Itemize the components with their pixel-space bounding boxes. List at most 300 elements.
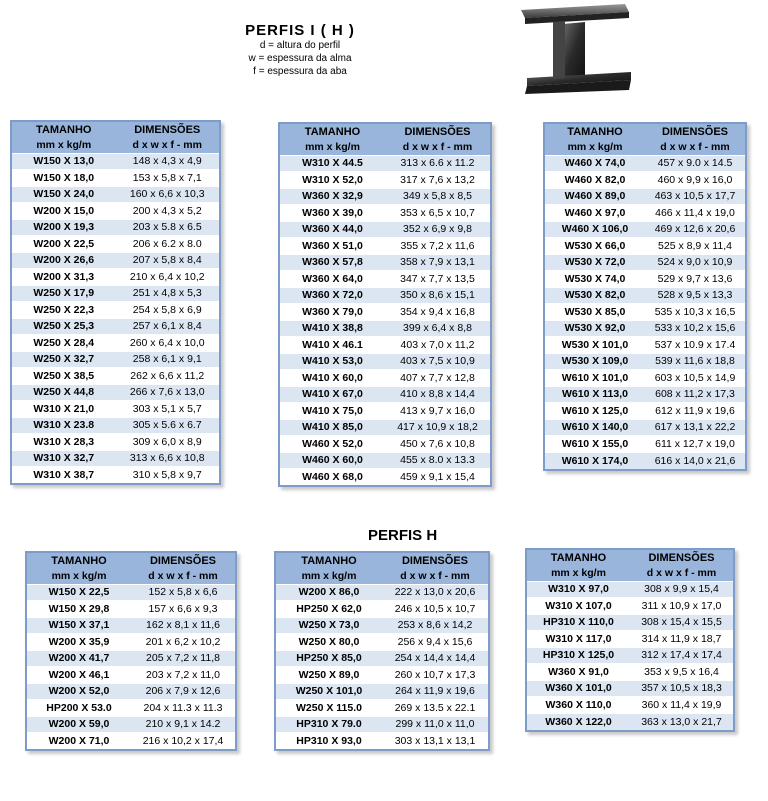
cell-dimensoes: 352 x 6,9 x 9,8	[385, 221, 490, 238]
subheader-row	[527, 566, 733, 581]
header-dimensoes: DIMENSÕES	[630, 550, 733, 566]
cell-dimensoes: 257 x 6,1 x 8,4	[116, 318, 220, 335]
header-tamanho: TAMANHO	[12, 122, 116, 138]
cell-dimensoes: 299 x 11,0 x 11,0	[382, 716, 488, 733]
cell-tamanho: W460 X 106,0	[545, 221, 645, 238]
cell-dimensoes: 463 x 10,5 x 17,7	[645, 188, 745, 205]
table-row	[545, 172, 745, 189]
cell-tamanho: HP310 X 110,0	[527, 614, 630, 631]
header-row	[12, 122, 219, 138]
table-row	[280, 287, 490, 304]
cell-tamanho: W310 X 107,0	[527, 598, 630, 615]
table-row	[12, 384, 219, 401]
table-row	[527, 631, 733, 648]
cell-dimensoes: 314 x 11,9 x 18,7	[630, 631, 733, 648]
table-row	[545, 238, 745, 255]
table-row	[545, 419, 745, 436]
title-block	[200, 22, 400, 78]
cell-dimensoes: 258 x 6,1 x 9,1	[116, 351, 220, 368]
header-unit-dwf: d x w x f - mm	[630, 566, 733, 581]
cell-dimensoes: 353 x 9,5 x 16,4	[630, 664, 733, 681]
cell-tamanho: W250 X 73,0	[276, 617, 382, 634]
cell-tamanho: W360 X 64,0	[280, 271, 385, 288]
cell-dimensoes: 216 x 10,2 x 17,4	[131, 733, 235, 750]
cell-tamanho: W150 X 29,8	[27, 601, 131, 618]
table-row	[12, 170, 219, 187]
cell-dimensoes: 310 x 5,8 x 9,7	[116, 467, 220, 484]
cell-tamanho: W360 X 91,0	[527, 664, 630, 681]
cell-dimensoes: 539 x 11,6 x 18,8	[645, 353, 745, 370]
cell-dimensoes: 469 x 12,6 x 20,6	[645, 221, 745, 238]
table-row	[280, 205, 490, 222]
cell-tamanho: W200 X 15,0	[12, 203, 116, 220]
cell-dimensoes: 457 x 9.0 x 14.5	[645, 155, 745, 172]
table-row	[545, 221, 745, 238]
cell-dimensoes: 254 x 5,8 x 6,9	[116, 302, 220, 319]
cell-tamanho: W460 X 52,0	[280, 436, 385, 453]
cell-tamanho: W460 X 82,0	[545, 172, 645, 189]
cell-tamanho: W530 X 109,0	[545, 353, 645, 370]
table-row	[545, 205, 745, 222]
table-row	[545, 287, 745, 304]
cell-tamanho: W410 X 85,0	[280, 419, 385, 436]
data-table	[280, 124, 490, 485]
cell-tamanho: W150 X 24,0	[12, 186, 116, 203]
table-row	[12, 302, 219, 319]
header-unit-mm-kg: mm x kg/m	[527, 566, 630, 581]
cell-dimensoes: 603 x 10,5 x 14,9	[645, 370, 745, 387]
table-row	[12, 335, 219, 352]
table-row	[280, 419, 490, 436]
cell-dimensoes: 537 x 10.9 x 17.4	[645, 337, 745, 354]
header-tamanho: TAMANHO	[545, 124, 645, 140]
table-row	[545, 436, 745, 453]
cell-dimensoes: 262 x 6,6 x 11,2	[116, 368, 220, 385]
table-row	[12, 236, 219, 253]
cell-dimensoes: 269 x 13.5 x 22.1	[382, 700, 488, 717]
table-row	[12, 153, 219, 170]
cell-tamanho: W310 X 44.5	[280, 155, 385, 172]
cell-tamanho: W610 X 140,0	[545, 419, 645, 436]
table-row	[280, 254, 490, 271]
cell-tamanho: W360 X 57,8	[280, 254, 385, 271]
cell-tamanho: W150 X 37,1	[27, 617, 131, 634]
cell-tamanho: W460 X 97,0	[545, 205, 645, 222]
cell-tamanho: W250 X 80,0	[276, 634, 382, 651]
header-dimensoes: DIMENSÕES	[382, 553, 488, 569]
cell-dimensoes: 203 x 5.8 x 6.5	[116, 219, 220, 236]
table-row	[527, 581, 733, 598]
subheader-row	[276, 569, 488, 584]
cell-tamanho: W250 X 22,3	[12, 302, 116, 319]
table-row	[276, 601, 488, 618]
cell-tamanho: HP250 X 62,0	[276, 601, 382, 618]
cell-tamanho: W360 X 51,0	[280, 238, 385, 255]
cell-dimensoes: 160 x 6,6 x 10,3	[116, 186, 220, 203]
header-dimensoes: DIMENSÕES	[131, 553, 235, 569]
table-row	[545, 254, 745, 271]
header-tamanho: TAMANHO	[527, 550, 630, 566]
cell-dimensoes: 260 x 6,4 x 10,0	[116, 335, 220, 352]
cell-tamanho: W610 X 125,0	[545, 403, 645, 420]
cell-tamanho: W250 X 17,9	[12, 285, 116, 302]
table-perfis-i-1	[10, 120, 221, 485]
table-row	[12, 417, 219, 434]
cell-tamanho: W530 X 101,0	[545, 337, 645, 354]
cell-dimensoes: 204 x 11.3 x 11.3	[131, 700, 235, 717]
cell-tamanho: W200 X 22,5	[12, 236, 116, 253]
table-row	[280, 188, 490, 205]
cell-dimensoes: 466 x 11,4 x 19,0	[645, 205, 745, 222]
cell-dimensoes: 360 x 11,4 x 19,9	[630, 697, 733, 714]
table-row	[27, 700, 235, 717]
table-row	[12, 351, 219, 368]
table-row	[276, 667, 488, 684]
cell-dimensoes: 303 x 5,1 x 5,7	[116, 401, 220, 418]
cell-tamanho: W200 X 52,0	[27, 683, 131, 700]
table-row	[27, 667, 235, 684]
cell-dimensoes: 455 x 8.0 x 13.3	[385, 452, 490, 469]
cell-tamanho: W310 X 117,0	[527, 631, 630, 648]
header-row	[276, 553, 488, 569]
cell-dimensoes: 535 x 10,3 x 16,5	[645, 304, 745, 321]
cell-tamanho: W200 X 59,0	[27, 716, 131, 733]
cell-dimensoes: 413 x 9,7 x 16,0	[385, 403, 490, 420]
table-row	[276, 733, 488, 750]
table-row	[27, 683, 235, 700]
table-row	[276, 634, 488, 651]
subheader-row	[27, 569, 235, 584]
cell-dimensoes: 353 x 6,5 x 10,7	[385, 205, 490, 222]
table-row	[27, 716, 235, 733]
cell-tamanho: W530 X 82,0	[545, 287, 645, 304]
cell-dimensoes: 200 x 4,3 x 5,2	[116, 203, 220, 220]
cell-tamanho: HP310 X 93,0	[276, 733, 382, 750]
cell-tamanho: W610 X 101,0	[545, 370, 645, 387]
cell-tamanho: W610 X 174,0	[545, 452, 645, 469]
table-row	[545, 452, 745, 469]
cell-dimensoes: 210 x 9,1 x 14.2	[131, 716, 235, 733]
cell-tamanho: W250 X 89,0	[276, 667, 382, 684]
table-row	[280, 155, 490, 172]
table-row	[280, 320, 490, 337]
cell-dimensoes: 355 x 7,2 x 11,6	[385, 238, 490, 255]
data-table	[12, 122, 219, 483]
header-dimensoes: DIMENSÕES	[385, 124, 490, 140]
cell-tamanho: W530 X 85,0	[545, 304, 645, 321]
cell-tamanho: W250 X 101,0	[276, 683, 382, 700]
cell-dimensoes: 612 x 11,9 x 19,6	[645, 403, 745, 420]
table-row	[12, 252, 219, 269]
data-table	[276, 553, 488, 749]
cell-dimensoes: 524 x 9,0 x 10,9	[645, 254, 745, 271]
header-unit-mm-kg: mm x kg/m	[276, 569, 382, 584]
table-row	[12, 450, 219, 467]
cell-tamanho: W360 X 72,0	[280, 287, 385, 304]
cell-tamanho: W360 X 122,0	[527, 713, 630, 730]
cell-dimensoes: 162 x 8,1 x 11,6	[131, 617, 235, 634]
cell-tamanho: W610 X 113,0	[545, 386, 645, 403]
header-unit-mm-kg: mm x kg/m	[27, 569, 131, 584]
table-row	[276, 700, 488, 717]
header-tamanho: TAMANHO	[276, 553, 382, 569]
table-row	[280, 238, 490, 255]
table-row	[27, 601, 235, 618]
cell-tamanho: W360 X 110,0	[527, 697, 630, 714]
table-row	[545, 155, 745, 172]
cell-dimensoes: 157 x 6,6 x 9,3	[131, 601, 235, 618]
cell-dimensoes: 410 x 8,8 x 14,4	[385, 386, 490, 403]
cell-dimensoes: 148 x 4,3 x 4,9	[116, 153, 220, 170]
cell-tamanho: W200 X 86,0	[276, 584, 382, 601]
table-row	[276, 716, 488, 733]
cell-tamanho: HP200 X 53.0	[27, 700, 131, 717]
cell-tamanho: W530 X 66,0	[545, 238, 645, 255]
cell-tamanho: W250 X 25,3	[12, 318, 116, 335]
table-row	[527, 647, 733, 664]
table-perfis-h-2	[274, 551, 490, 751]
cell-dimensoes: 311 x 10,9 x 17,0	[630, 598, 733, 615]
table-row	[280, 337, 490, 354]
cell-tamanho: W150 X 13,0	[12, 153, 116, 170]
cell-tamanho: W250 X 38,5	[12, 368, 116, 385]
cell-tamanho: W360 X 44,0	[280, 221, 385, 238]
table-row	[27, 634, 235, 651]
cell-tamanho: W200 X 26,6	[12, 252, 116, 269]
table-row	[276, 683, 488, 700]
cell-tamanho: W310 X 28,3	[12, 434, 116, 451]
subheader-row	[545, 140, 745, 155]
cell-dimensoes: 266 x 7,6 x 13,0	[116, 384, 220, 401]
cell-dimensoes: 254 x 14,4 x 14,4	[382, 650, 488, 667]
data-table	[545, 124, 745, 469]
cell-tamanho: W610 X 155,0	[545, 436, 645, 453]
table-row	[527, 664, 733, 681]
table-row	[545, 353, 745, 370]
cell-dimensoes: 309 x 6,0 x 8,9	[116, 434, 220, 451]
cell-tamanho: W360 X 79,0	[280, 304, 385, 321]
cell-tamanho: W150 X 22,5	[27, 584, 131, 601]
header-row	[280, 124, 490, 140]
cell-dimensoes: 317 x 7,6 x 13,2	[385, 172, 490, 189]
cell-dimensoes: 403 x 7,0 x 11,2	[385, 337, 490, 354]
cell-tamanho: W310 X 52,0	[280, 172, 385, 189]
table-row	[545, 386, 745, 403]
table-row	[280, 172, 490, 189]
table-row	[27, 617, 235, 634]
table-row	[12, 203, 219, 220]
cell-dimensoes: 347 x 7,7 x 13,5	[385, 271, 490, 288]
table-row	[280, 370, 490, 387]
cell-tamanho: W310 X 23.8	[12, 417, 116, 434]
cell-tamanho: W410 X 67,0	[280, 386, 385, 403]
table-row	[527, 697, 733, 714]
table-row	[280, 386, 490, 403]
table-row	[545, 188, 745, 205]
cell-tamanho: W360 X 32,9	[280, 188, 385, 205]
table-row	[527, 598, 733, 615]
cell-tamanho: W200 X 71,0	[27, 733, 131, 750]
cell-dimensoes: 354 x 9,4 x 16,8	[385, 304, 490, 321]
table-row	[280, 304, 490, 321]
table-row	[280, 353, 490, 370]
cell-tamanho: W410 X 60,0	[280, 370, 385, 387]
table-row	[27, 650, 235, 667]
cell-tamanho: W460 X 68,0	[280, 469, 385, 486]
cell-tamanho: W250 X 28,4	[12, 335, 116, 352]
cell-tamanho: HP310 X 125,0	[527, 647, 630, 664]
cell-dimensoes: 525 x 8,9 x 11,4	[645, 238, 745, 255]
cell-dimensoes: 399 x 6,4 x 8,8	[385, 320, 490, 337]
header-unit-dwf: d x w x f - mm	[116, 138, 220, 153]
table-perfis-h-3	[525, 548, 735, 732]
table-row	[280, 469, 490, 486]
header-row	[27, 553, 235, 569]
cell-tamanho: W360 X 39,0	[280, 205, 385, 222]
header-tamanho: TAMANHO	[280, 124, 385, 140]
header-row	[545, 124, 745, 140]
cell-tamanho: W410 X 75,0	[280, 403, 385, 420]
table-row	[12, 219, 219, 236]
table-row	[12, 401, 219, 418]
cell-tamanho: W460 X 89,0	[545, 188, 645, 205]
table-row	[545, 271, 745, 288]
cell-dimensoes: 533 x 10,2 x 15,6	[645, 320, 745, 337]
cell-tamanho: HP310 X 79.0	[276, 716, 382, 733]
header-unit-dwf: d x w x f - mm	[131, 569, 235, 584]
cell-tamanho: W360 X 101,0	[527, 680, 630, 697]
header-unit-mm-kg: mm x kg/m	[545, 140, 645, 155]
table-row	[12, 467, 219, 484]
cell-dimensoes: 358 x 7,9 x 13,1	[385, 254, 490, 271]
section-title-perfis-h: PERFIS H	[368, 527, 438, 544]
cell-dimensoes: 251 x 4,8 x 5,3	[116, 285, 220, 302]
cell-dimensoes: 222 x 13,0 x 20,6	[382, 584, 488, 601]
table-row	[280, 452, 490, 469]
cell-tamanho: W530 X 72,0	[545, 254, 645, 271]
cell-dimensoes: 203 x 7,2 x 11,0	[131, 667, 235, 684]
steel-beam-image	[513, 2, 633, 94]
header-tamanho: TAMANHO	[27, 553, 131, 569]
cell-dimensoes: 153 x 5,8 x 7,1	[116, 170, 220, 187]
cell-dimensoes: 205 x 7,2 x 11,8	[131, 650, 235, 667]
table-row	[280, 403, 490, 420]
cell-dimensoes: 308 x 9,9 x 15,4	[630, 581, 733, 598]
cell-tamanho: W410 X 53,0	[280, 353, 385, 370]
cell-tamanho: W150 X 18,0	[12, 170, 116, 187]
table-row	[280, 271, 490, 288]
data-table	[527, 550, 733, 730]
legend-w: w = espessura da alma	[248, 53, 352, 64]
cell-dimensoes: 350 x 8,6 x 15,1	[385, 287, 490, 304]
cell-dimensoes: 460 x 9,9 x 16,0	[645, 172, 745, 189]
legend-f: f = espessura da aba	[253, 66, 347, 77]
cell-dimensoes: 305 x 5.6 x 6.7	[116, 417, 220, 434]
cell-dimensoes: 611 x 12,7 x 19,0	[645, 436, 745, 453]
cell-tamanho: W200 X 31,3	[12, 269, 116, 286]
subheader-row	[12, 138, 219, 153]
legend-d: d = altura do perfil	[259, 40, 341, 51]
table-row	[12, 434, 219, 451]
subheader-row	[280, 140, 490, 155]
cell-tamanho: W200 X 35,9	[27, 634, 131, 651]
table-row	[276, 584, 488, 601]
cell-tamanho: HP250 X 85,0	[276, 650, 382, 667]
header-unit-dwf: d x w x f - mm	[382, 569, 488, 584]
cell-dimensoes: 264 x 11,9 x 19,6	[382, 683, 488, 700]
header-dimensoes: DIMENSÕES	[116, 122, 220, 138]
table-row	[545, 403, 745, 420]
cell-dimensoes: 529 x 9,7 x 13,6	[645, 271, 745, 288]
cell-dimensoes: 312 x 17,4 x 17,4	[630, 647, 733, 664]
table-row	[27, 584, 235, 601]
cell-dimensoes: 616 x 14,0 x 21,6	[645, 452, 745, 469]
cell-tamanho: W460 X 74,0	[545, 155, 645, 172]
cell-tamanho: W310 X 21,0	[12, 401, 116, 418]
cell-dimensoes: 349 x 5,8 x 8,5	[385, 188, 490, 205]
cell-tamanho: W460 X 60,0	[280, 452, 385, 469]
cell-dimensoes: 363 x 13,0 x 21,7	[630, 713, 733, 730]
header-unit-dwf: d x w x f - mm	[385, 140, 490, 155]
table-row	[527, 713, 733, 730]
table-row	[276, 617, 488, 634]
cell-dimensoes: 403 x 7,5 x 10,9	[385, 353, 490, 370]
header-unit-mm-kg: mm x kg/m	[280, 140, 385, 155]
cell-tamanho: W310 X 38,7	[12, 467, 116, 484]
cell-tamanho: W410 X 46.1	[280, 337, 385, 354]
table-row	[545, 337, 745, 354]
cell-tamanho: W250 X 115.0	[276, 700, 382, 717]
cell-dimensoes: 617 x 13,1 x 22,2	[645, 419, 745, 436]
table-row	[276, 650, 488, 667]
cell-tamanho: W250 X 44,8	[12, 384, 116, 401]
cell-tamanho: W310 X 97,0	[527, 581, 630, 598]
table-row	[545, 304, 745, 321]
table-row	[280, 436, 490, 453]
table-row	[280, 221, 490, 238]
cell-tamanho: W250 X 32,7	[12, 351, 116, 368]
cell-dimensoes: 313 x 6.6 x 11.2	[385, 155, 490, 172]
table-perfis-h-1	[25, 551, 237, 751]
table-row	[12, 318, 219, 335]
cell-dimensoes: 206 x 7,9 x 12,6	[131, 683, 235, 700]
cell-tamanho: W200 X 19,3	[12, 219, 116, 236]
cell-tamanho: W530 X 74,0	[545, 271, 645, 288]
page-title: PERFIS I ( H )	[245, 22, 355, 39]
cell-tamanho: W410 X 38,8	[280, 320, 385, 337]
cell-tamanho: W200 X 46,1	[27, 667, 131, 684]
cell-dimensoes: 528 x 9,5 x 13,3	[645, 287, 745, 304]
cell-dimensoes: 450 x 7,6 x 10,8	[385, 436, 490, 453]
cell-dimensoes: 313 x 6,6 x 10,8	[116, 450, 220, 467]
table-row	[527, 680, 733, 697]
header-unit-dwf: d x w x f - mm	[645, 140, 745, 155]
cell-dimensoes: 253 x 8,6 x 14,2	[382, 617, 488, 634]
table-row	[527, 614, 733, 631]
cell-dimensoes: 303 x 13,1 x 13,1	[382, 733, 488, 750]
cell-dimensoes: 256 x 9,4 x 15,6	[382, 634, 488, 651]
cell-dimensoes: 210 x 6,4 x 10,2	[116, 269, 220, 286]
table-row	[12, 368, 219, 385]
cell-tamanho: W310 X 32,7	[12, 450, 116, 467]
cell-dimensoes: 357 x 10,5 x 18,3	[630, 680, 733, 697]
data-table	[27, 553, 235, 749]
cell-dimensoes: 308 x 15,4 x 15,5	[630, 614, 733, 631]
cell-dimensoes: 246 x 10,5 x 10,7	[382, 601, 488, 618]
table-row	[27, 733, 235, 750]
cell-dimensoes: 207 x 5,8 x 8,4	[116, 252, 220, 269]
cell-dimensoes: 201 x 6,2 x 10,2	[131, 634, 235, 651]
